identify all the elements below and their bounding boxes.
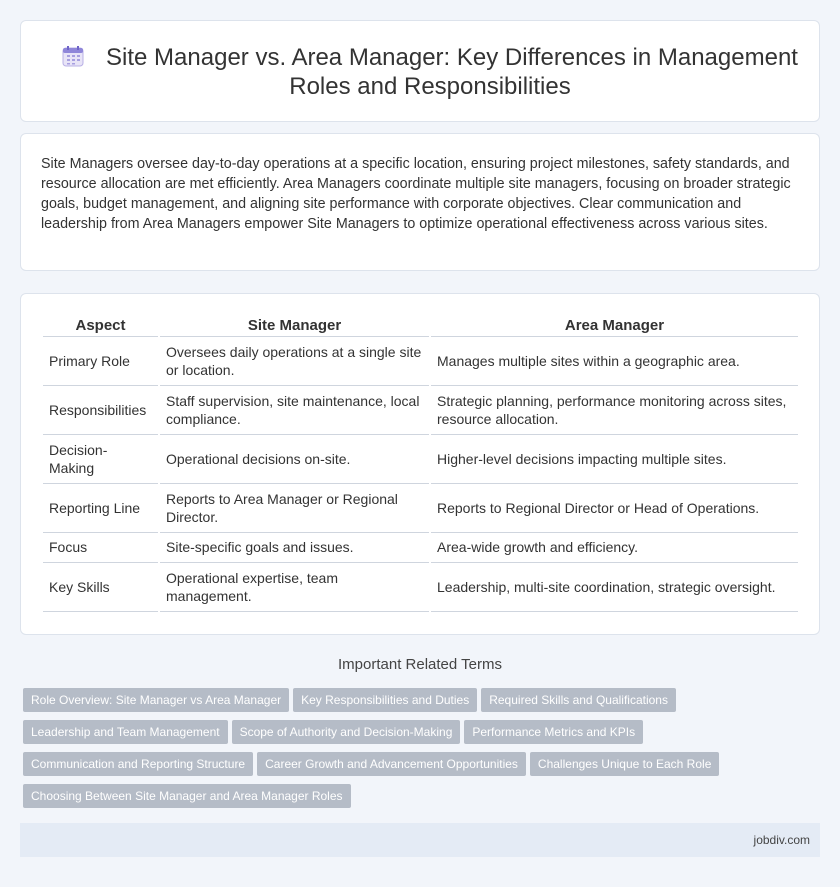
area-manager-cell: Strategic planning, performance monitoring across sites, resource allocation. xyxy=(430,385,798,434)
comparison-table-card xyxy=(20,293,820,635)
related-term-tag[interactable]: Key Responsibilities and Duties xyxy=(293,688,477,712)
site-manager-cell: Operational decisions on-site. xyxy=(159,434,430,483)
related-term-tag[interactable]: Leadership and Team Management xyxy=(23,720,228,744)
related-term-tag[interactable]: Scope of Authority and Decision-Making xyxy=(232,720,461,744)
header-aspect: Aspect xyxy=(43,314,159,336)
site-manager-cell: Staff supervision, site maintenance, local compliance. xyxy=(159,385,430,434)
site-manager-cell: Site-specific goals and issues. xyxy=(159,532,430,562)
site-manager-cell: Reports to Area Manager or Regional Director. xyxy=(159,483,430,532)
table-row xyxy=(43,483,798,532)
related-terms-title: Important Related Terms xyxy=(338,656,502,673)
aspect-cell: Primary Role xyxy=(43,336,159,385)
aspect-cell: Focus xyxy=(43,532,159,562)
footer xyxy=(20,823,820,857)
site-manager-cell: Operational expertise, team management. xyxy=(159,562,430,611)
comparison-table xyxy=(43,314,798,612)
area-manager-cell: Manages multiple sites within a geographic area. xyxy=(430,336,798,385)
table-row xyxy=(43,532,798,562)
summary-card xyxy=(20,133,820,271)
related-term-tag[interactable]: Performance Metrics and KPIs xyxy=(464,720,643,744)
summary-text: Site Managers oversee day-to-day operations at a specific location, ensuring project milestones, safety standards, and resource allocation are met efficiently. Area Managers coordinate multiple site managers, focusing on broader strategic goals, budget management, and aligning site performance with corporate objectives. Clear communication and leadership from Area Managers empower Site Managers to optimize operational effectiveness across various sites. xyxy=(41,156,791,232)
related-term-tag[interactable]: Challenges Unique to Each Role xyxy=(530,752,719,776)
related-terms-tags xyxy=(23,688,813,816)
area-manager-cell: Leadership, multi-site coordination, strategic oversight. xyxy=(430,562,798,611)
page-title-text: Site Manager vs. Area Manager: Key Differences in Management Roles and Responsibilities xyxy=(106,44,798,100)
related-term-tag[interactable]: Career Growth and Advancement Opportunities xyxy=(257,752,526,776)
page-title xyxy=(61,43,799,101)
related-term-tag[interactable]: Required Skills and Qualifications xyxy=(481,688,676,712)
calendar-icon xyxy=(62,45,84,67)
area-manager-cell: Area-wide growth and efficiency. xyxy=(430,532,798,562)
footer-site-link[interactable]: jobdiv.com xyxy=(753,833,810,847)
header-site-manager: Site Manager xyxy=(159,314,430,336)
site-manager-cell: Oversees daily operations at a single site or location. xyxy=(159,336,430,385)
aspect-cell: Responsibilities xyxy=(43,385,159,434)
aspect-cell: Key Skills xyxy=(43,562,159,611)
table-row xyxy=(43,336,798,385)
aspect-cell: Decision-Making xyxy=(43,434,159,483)
table-header-row xyxy=(43,314,798,336)
aspect-cell: Reporting Line xyxy=(43,483,159,532)
related-term-tag[interactable]: Communication and Reporting Structure xyxy=(23,752,253,776)
area-manager-cell: Higher-level decisions impacting multiple sites. xyxy=(430,434,798,483)
table-row xyxy=(43,562,798,611)
related-term-tag[interactable]: Role Overview: Site Manager vs Area Manager xyxy=(23,688,289,712)
header-card xyxy=(20,20,820,122)
area-manager-cell: Reports to Regional Director or Head of Operations. xyxy=(430,483,798,532)
related-term-tag[interactable]: Choosing Between Site Manager and Area Manager Roles xyxy=(23,784,351,808)
table-row xyxy=(43,385,798,434)
header-area-manager: Area Manager xyxy=(430,314,798,336)
table-row xyxy=(43,434,798,483)
